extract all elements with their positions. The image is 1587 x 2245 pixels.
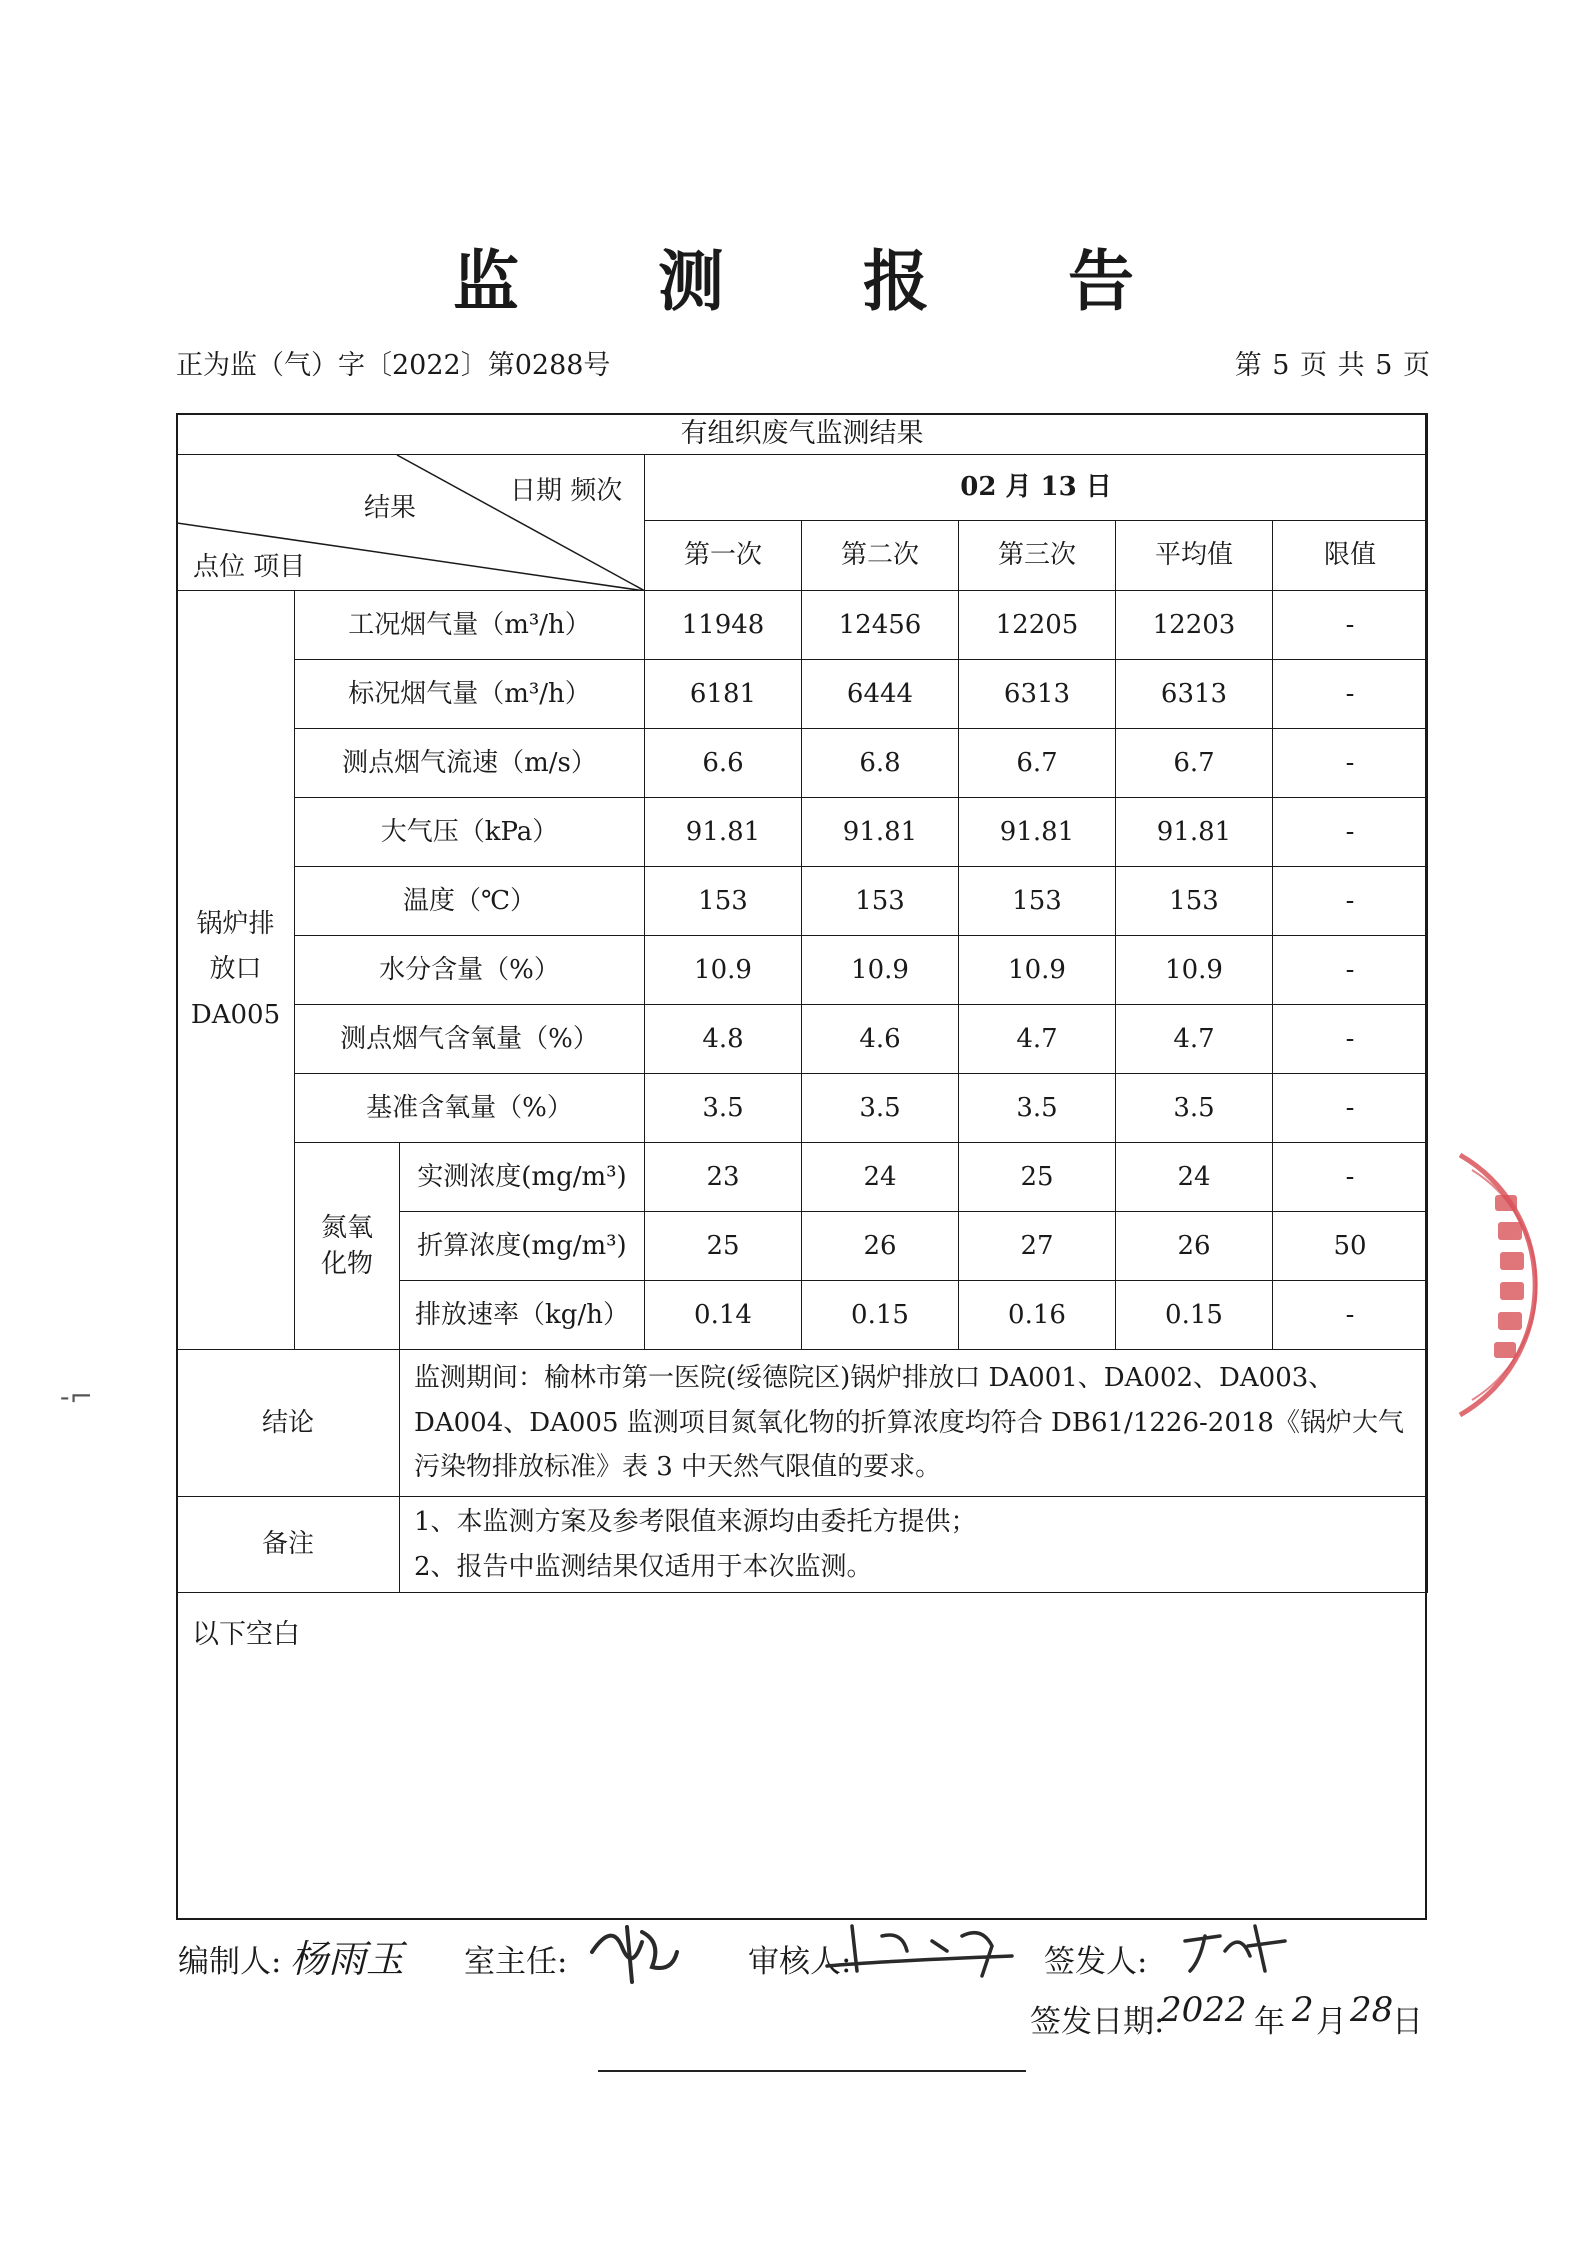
nox-group-line: 化物: [320, 1249, 373, 1279]
item-label: 标况烟气量（m³/h）: [295, 660, 645, 729]
conclusion-text: 监测期间：榆林市第一医院(绥德院区)锅炉排放口 DA001、DA002、DA003、DA004、DA005 监测项目氮氧化物的折算浓度均符合 DB61/1226-2018《锅炉大气污染物排放标准》表 3 中天然气限值的要求。: [400, 1350, 1428, 1497]
value-cell: 153: [645, 867, 802, 936]
value-cell: 6313: [1116, 660, 1273, 729]
value-cell: 50: [1273, 1212, 1428, 1281]
point-line: 放口: [209, 954, 262, 985]
remarks-label: 备注: [177, 1497, 400, 1593]
corner-point-item: 点位 项目: [193, 552, 306, 582]
value-cell: -: [1273, 936, 1428, 1005]
value-cell: 4.8: [645, 1005, 802, 1074]
compiler-signature: 杨雨玉: [290, 1937, 405, 1981]
value-cell: -: [1273, 867, 1428, 936]
blank-note: 以下空白: [192, 1619, 300, 1650]
issue-date-year: 2022: [1160, 1990, 1247, 2030]
value-cell: 6.7: [1116, 729, 1273, 798]
director-label: 室主任:: [464, 1944, 568, 1980]
value-cell: 4.7: [1116, 1005, 1273, 1074]
value-cell: 91.81: [959, 798, 1116, 867]
remark-line: 2、报告中监测结果仅适用于本次监测。: [414, 1551, 873, 1582]
value-cell: 0.16: [959, 1281, 1116, 1350]
remark-line: 1、本监测方案及参考限值来源均由委托方提供；: [414, 1506, 977, 1537]
section-title: 有组织废气监测结果: [177, 414, 1428, 455]
point-line: DA005: [190, 999, 281, 1030]
issue-date-day: 28: [1350, 1990, 1394, 2030]
official-seal-stamp: [1440, 1140, 1570, 1430]
issue-date-month-unit: 月: [1316, 2004, 1347, 2040]
value-cell: 12456: [802, 591, 959, 660]
issuer-signature: [1180, 1916, 1290, 1976]
corner-date-freq: 日期 频次: [510, 476, 623, 506]
value-cell: 6181: [645, 660, 802, 729]
value-cell: 0.15: [1116, 1281, 1273, 1350]
compiler-label: 编制人:: [178, 1944, 282, 1980]
col-header: 第二次: [802, 521, 959, 591]
value-cell: 4.6: [802, 1005, 959, 1074]
item-label: 工况烟气量（m³/h）: [295, 591, 645, 660]
value-cell: 25: [959, 1143, 1116, 1212]
value-cell: 11948: [645, 591, 802, 660]
value-cell: 3.5: [645, 1074, 802, 1143]
document-number: 正为监（气）字〔2022〕第0288号: [176, 350, 611, 381]
point-line: 锅炉排: [196, 908, 275, 939]
value-cell: 0.15: [802, 1281, 959, 1350]
value-cell: -: [1273, 1074, 1428, 1143]
value-cell: -: [1273, 1281, 1428, 1350]
col-header: 限值: [1273, 521, 1428, 591]
footer-rule: [598, 2070, 1026, 2072]
value-cell: 3.5: [959, 1074, 1116, 1143]
value-cell: 24: [1116, 1143, 1273, 1212]
value-cell: 91.81: [1116, 798, 1273, 867]
nox-group-cell: [295, 1143, 400, 1350]
item-label: 排放速率（kg/h）: [400, 1281, 645, 1350]
value-cell: 153: [802, 867, 959, 936]
value-cell: 12205: [959, 591, 1116, 660]
date-header: 02 月 13 日: [645, 455, 1428, 521]
item-label: 大气压（kPa）: [295, 798, 645, 867]
col-header: 平均值: [1116, 521, 1273, 591]
value-cell: 26: [1116, 1212, 1273, 1281]
value-cell: 91.81: [802, 798, 959, 867]
value-cell: -: [1273, 729, 1428, 798]
col-header: 第三次: [959, 521, 1116, 591]
item-label: 温度（℃）: [295, 867, 645, 936]
diagonal-header-cell: [177, 455, 645, 591]
value-cell: -: [1273, 1005, 1428, 1074]
value-cell: 153: [1116, 867, 1273, 936]
issue-date-label: 签发日期:: [1030, 2004, 1165, 2040]
value-cell: 6.8: [802, 729, 959, 798]
point-cell: [177, 591, 295, 1350]
value-cell: 3.5: [802, 1074, 959, 1143]
item-label: 水分含量（%）: [295, 936, 645, 1005]
issue-date-month: 2: [1292, 1990, 1314, 2030]
value-cell: 26: [802, 1212, 959, 1281]
value-cell: 27: [959, 1212, 1116, 1281]
item-label: 基准含氧量（%）: [295, 1074, 645, 1143]
issue-date-day-unit: 日: [1392, 2004, 1423, 2040]
report-title: 监 测 报 告: [453, 242, 1192, 320]
value-cell: 6.6: [645, 729, 802, 798]
value-cell: 4.7: [959, 1005, 1116, 1074]
value-cell: 23: [645, 1143, 802, 1212]
value-cell: 6.7: [959, 729, 1116, 798]
col-header: 第一次: [645, 521, 802, 591]
value-cell: 6444: [802, 660, 959, 729]
issue-date-year-unit: 年: [1254, 2004, 1285, 2040]
monitoring-results-table: [176, 413, 1428, 1593]
reviewer-signature: [822, 1916, 1022, 1986]
item-label: 折算浓度(mg/m³): [400, 1212, 645, 1281]
remarks-cell: [400, 1497, 1428, 1593]
item-label: 测点烟气含氧量（%）: [295, 1005, 645, 1074]
value-cell: 10.9: [645, 936, 802, 1005]
value-cell: 10.9: [802, 936, 959, 1005]
value-cell: -: [1273, 591, 1428, 660]
nox-group-line: 氮氧: [320, 1212, 373, 1243]
issuer-label: 签发人:: [1044, 1944, 1148, 1980]
value-cell: 91.81: [645, 798, 802, 867]
value-cell: 24: [802, 1143, 959, 1212]
value-cell: 25: [645, 1212, 802, 1281]
value-cell: -: [1273, 660, 1428, 729]
value-cell: 3.5: [1116, 1074, 1273, 1143]
value-cell: 0.14: [645, 1281, 802, 1350]
margin-mark: -⌐: [60, 1380, 93, 1413]
conclusion-label: 结论: [177, 1350, 400, 1497]
reviewer-label: 审核人:: [748, 1944, 852, 1980]
value-cell: 10.9: [959, 936, 1116, 1005]
value-cell: 6313: [959, 660, 1116, 729]
page-info: 第 5 页 共 5 页: [1234, 350, 1431, 381]
value-cell: 153: [959, 867, 1116, 936]
value-cell: 12203: [1116, 591, 1273, 660]
item-label: 实测浓度(mg/m³): [400, 1143, 645, 1212]
item-label: 测点烟气流速（m/s）: [295, 729, 645, 798]
value-cell: -: [1273, 798, 1428, 867]
director-signature: [582, 1912, 682, 1992]
corner-result: 结果: [364, 493, 417, 523]
value-cell: -: [1273, 1143, 1428, 1212]
value-cell: 10.9: [1116, 936, 1273, 1005]
